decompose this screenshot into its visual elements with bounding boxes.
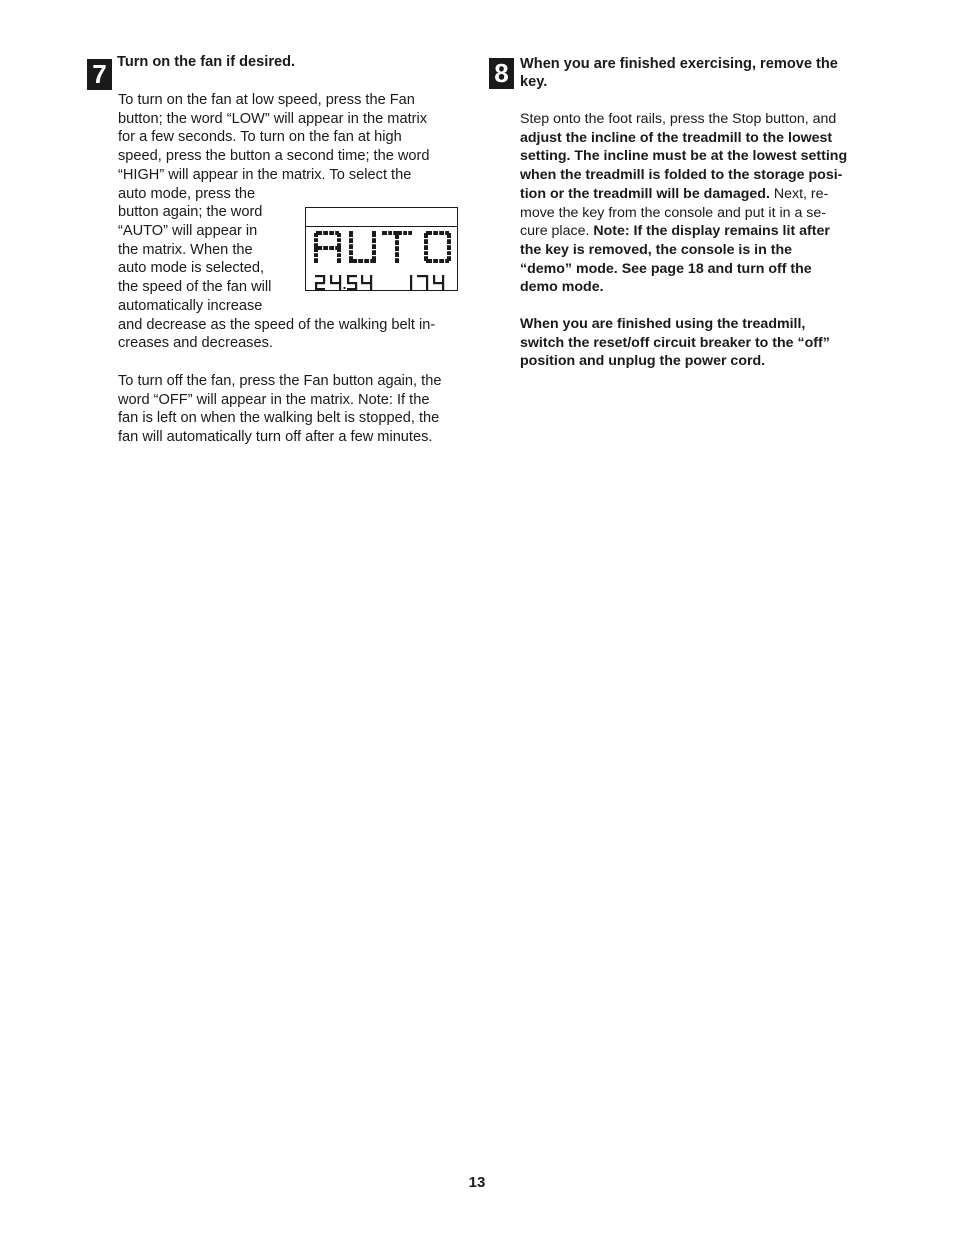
bold-text: demo mode.: [520, 279, 604, 296]
segment-readout-digits: [315, 275, 444, 290]
text-line: button again; the word: [118, 204, 263, 221]
text-line: for a few seconds. To turn on the fan at high: [118, 129, 402, 146]
bold-text: setting. The incline must be at the lowest setting: [520, 148, 848, 165]
text-line: switch the reset/off circuit breaker to the “off”: [520, 334, 830, 351]
text-line: fan will automatically turn off after a few minutes.: [118, 429, 433, 446]
bold-text: the key is removed, the console is in the: [520, 241, 793, 258]
text-line: auto mode is selected,: [118, 260, 265, 277]
step-7-paragraph-2: [118, 372, 441, 447]
text-line: [520, 278, 847, 297]
text-line: the matrix. When the: [118, 241, 253, 258]
heading-line: When you are finished exercising, remove the: [520, 56, 838, 72]
bold-text: Note: If the display remains lit after: [593, 223, 830, 240]
step-7-heading: Turn on the fan if desired.: [117, 54, 296, 70]
text-line: [520, 185, 847, 204]
text-line: position and unplug the power cord.: [520, 353, 766, 370]
console-display-illustration: [305, 207, 458, 291]
text-line: [520, 260, 847, 279]
text-line: button; the word “LOW” will appear in the matrix: [118, 110, 428, 127]
plain-text: cure place.: [520, 223, 594, 240]
text-line: To turn on the fan at low speed, press the Fan: [118, 92, 415, 108]
text-line: the speed of the fan will: [118, 279, 272, 296]
step-8-paragraph-1: [520, 110, 847, 297]
plain-text: Next, re-: [769, 185, 829, 202]
text-line: [520, 222, 847, 241]
bold-text: “demo” mode. See page 18 and turn off the: [520, 260, 812, 277]
text-line: To turn off the fan, press the Fan button again, the: [118, 373, 442, 389]
text-line: “AUTO” will appear in: [118, 222, 258, 239]
page-number: 13: [468, 1174, 486, 1191]
text-line: word “OFF” will appear in the matrix. Note: If the: [118, 391, 430, 408]
text-line: speed, press the button a second time; the word: [118, 148, 430, 165]
text-line: automatically increase: [118, 297, 263, 314]
text-line: fan is left on when the walking belt is stopped, the: [118, 410, 440, 427]
bold-text: when the treadmill is folded to the storage posi-: [520, 167, 843, 184]
text-line: auto mode, press the: [118, 185, 256, 202]
display-matrix-graphic: [306, 208, 459, 292]
text-line: [520, 166, 847, 185]
bold-text: tion or the treadmill will be damaged.: [520, 185, 770, 202]
text-line: and decrease as the speed of the walking belt in-: [118, 316, 436, 333]
text-line: move the key from the console and put it in a se-: [520, 204, 826, 221]
text-line: [520, 147, 847, 166]
step-8-heading: [520, 55, 838, 91]
step-8-badge: 8: [489, 58, 514, 89]
text-line: [520, 241, 847, 260]
text-line: “HIGH” will appear in the matrix. To select the: [118, 166, 412, 183]
text-line: creases and decreases.: [118, 335, 273, 352]
bold-text: adjust the incline of the treadmill to the lowest: [520, 129, 833, 146]
step-7-paragraph-1c: [118, 316, 435, 353]
heading-line: key.: [520, 74, 548, 90]
text-line: [520, 129, 847, 148]
text-line: Step onto the foot rails, press the Stop button, and: [520, 111, 837, 127]
matrix-dot-gaps: [314, 231, 451, 263]
step-7-paragraph-1b: [118, 185, 271, 316]
step-7-badge: 7: [87, 59, 112, 90]
step-8-paragraph-2: [520, 315, 830, 371]
text-line: When you are finished using the treadmill,: [520, 316, 806, 332]
step-7-paragraph-1a: [118, 91, 430, 185]
